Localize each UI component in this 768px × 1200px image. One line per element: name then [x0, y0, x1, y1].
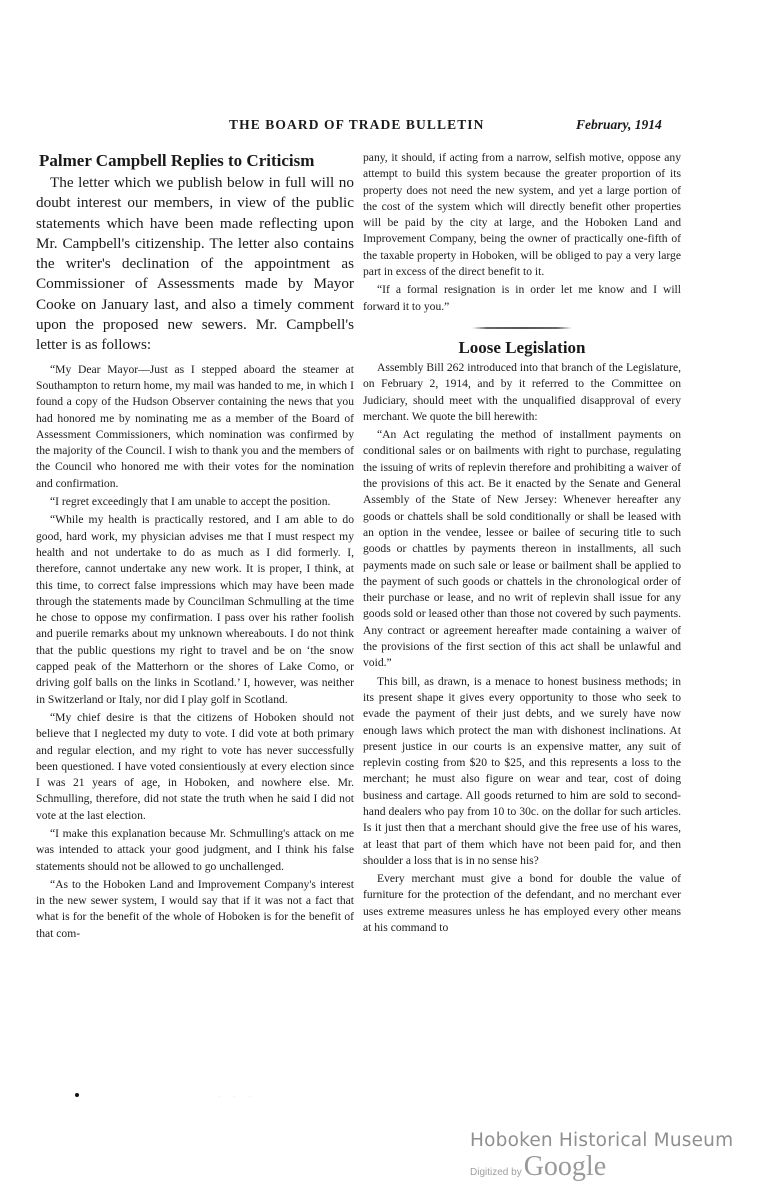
bill-quote-paragraph: “An Act regulating the method of installment payments on conditional sales or on bailments with right to purchase, regulating the issuing of writs of replevin therefore and prohibiting a waiver of the provisions of this act. Be it enacted by the Senate and General Assembly of the State of New Jersey: Whenever hereafter any goods or chattels shall be sold conditionally or shall be leased with an option in the vendee, lessee or bailee of securing title to such goods or chattles by payments thereon in installments, all such payments made on such sale or lease or bailment shall be applied to the payment of such goods or chattels in the chronological order of their purchase or lease, and no writ of replevin shall issue for any goods sold or leased other than those not covered by such payments. Any contract or agreement hereafter made containing a waiver of the provisions of the first section of this act shall be unlawful and void.” — [363, 428, 681, 670]
letter-closing: “If a formal resignation is in order let me know and I will forward it to you.” — [363, 283, 681, 313]
letter-paragraph: “My Dear Mayor—Just as I stepped aboard the steamer at Southampton to return home, my mail was handed to me, in which I found a copy of the Hudson Observer containing the news that you had honored me by nominating me as a member of the Board of Assessment Commissioners, which nomination was confirmed by the majority of the Council. I wish to thank you and the members of the Council who honored me with their votes for the nomination and confirmation. — [36, 362, 354, 490]
letter-paragraph: “I make this explanation because Mr. Schmulling's attack on me was intended to attack your good judgment, and I think his false statements should not be allowed to go unchallenged. — [36, 826, 354, 873]
letter-paragraph: “My chief desire is that the citizens of Hoboken should not believe that I neglected my duty to vote. I did vote at both primary and regular election, and my right to vote has never successfully been questioned. I have voted consientiously at every election since I was 21 years of age, in Hoboken, and nowhere else. Mr. Schmulling, therefore, did not state the truth when he said I did not vote at the last election. — [36, 710, 354, 822]
article-lead: The letter which we publish below in full will no doubt interest our members, in view of the public statements which have been made reflecting upon Mr. Campbell's citizenship. The letter also contains the writer's declination of the appointment as Commissioner of Assessments made by Mayor Cooke on January last, and also a timely comment upon the proposed new sewers. Mr. Campbell's letter is as follows: — [36, 174, 354, 354]
article-title-palmer-campbell: Palmer Campbell Replies to Criticism — [39, 151, 315, 170]
letter-continuation: pany, it should, if acting from a narrow, selfish motive, oppose any attempt to build this system because the greater proportion of its property does not need the new system, and yet a large portion of the cost of the system which will directly benefit other properties will be paid by the city at large, and the Hoboken Land and Improvement Company, being the owner of practically one-fifth of the taxable property in Hoboken, will be obliged to pay a very large part in excess of the direct benefit to it. — [363, 151, 681, 279]
right-column — [363, 150, 681, 938]
letter-paragraph: “While my health is practically restored, and I am able to do good, hard work, my physician advises me that I must respect my health and not undertake to do as much as I did formerly. I, therefore, cannot undertake any new work. It is proper, I think, at this time, to correct false impressions which may have been made through the statements made by Councilman Schmulling at the time he chose to oppose my confirmation. I pass over his rather foolish and puerile remarks about my unknown whereabouts. I do not think that the public questions my right to travel and be on ‘the snow capped peak of the Matterhorn or the shores of Lake Como, or driving golf balls on the links in Scotland.’ I, however, was neither in Switzerland or Italy, nor did I play golf in Scotland. — [36, 513, 354, 706]
museum-name: Hoboken Historical Museum — [470, 1130, 734, 1151]
google-logo: Google — [523, 1151, 607, 1182]
section-divider — [472, 327, 572, 329]
letter-paragraph: “As to the Hoboken Land and Improvement Company's interest in the new sewer system, I would say that if it was not a fact that what is for the benefit of the whole of Hoboken is for the benefit of that com- — [36, 877, 354, 940]
digitized-by-line — [470, 1151, 733, 1182]
article-paragraph: This bill, as drawn, is a menace to honest business methods; in its present shape it gives every opportunity to those who seek to evade the payment of their just debts, and we surely have now enough laws which protect the man with dishonest inclinations. At present justice in our courts is an expensive matter, any suit of replevin costing from $20 to $25, and this represents a loss to the merchant; he must also figure on wear and tear, cost of doing business and cartage. All goods returned to him are sold to second-hand dealers who pay from 10 to 30c. on the dollar for such articles. Is it just then that a merchant should give the free use of his wares, at least that part of them which have not been paid for, and then shoulder a loss that is in no sense his? — [363, 674, 681, 867]
digitized-by-label: Digitized by — [470, 1167, 522, 1178]
article-title-loose-legislation: Loose Legislation — [458, 337, 586, 357]
issue-date: February, 1914 — [576, 117, 662, 132]
ink-dot — [75, 1093, 79, 1097]
running-header — [0, 117, 768, 137]
scan-specks: · · · — [218, 1094, 257, 1100]
letter-paragraph: “I regret exceedingly that I am unable to accept the position. — [50, 495, 331, 509]
left-column — [36, 150, 354, 944]
publication-title: THE BOARD OF TRADE BULLETIN — [229, 117, 485, 132]
digitization-watermark — [470, 1130, 733, 1180]
article-paragraph: Assembly Bill 262 introduced into that branch of the Legislature, on February 2, 1914, and by it referred to the Committee on Judiciary, should meet with the unqualified disapproval of every merchant. We quote the bill herewith: — [363, 360, 681, 423]
article-paragraph: Every merchant must give a bond for double the value of furniture for the protection of the defendant, and no merchant ever uses extreme measures unless he has employed every other means at his command to — [363, 872, 681, 935]
